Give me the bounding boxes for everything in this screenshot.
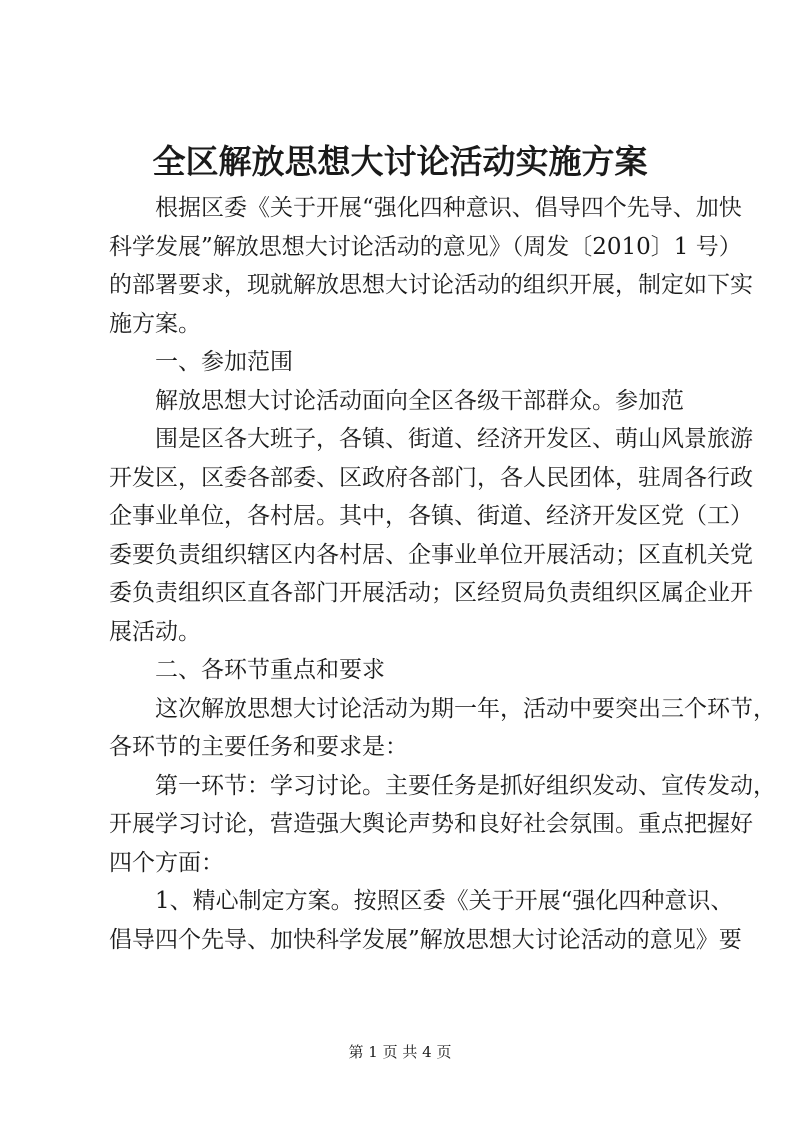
document-body (109, 189, 776, 959)
text-line: 1、精心制定方案。按照区委《关于开展“强化四种意识、 (155, 888, 734, 914)
text-line: 各环节的主要任务和要求是： (109, 734, 408, 760)
section-heading: 二、各环节重点和要求 (155, 657, 385, 683)
text-line: 企事业单位，各村居。其中，各镇、街道、经济开发区党（工） (109, 503, 753, 529)
document-title: 全区解放思想大讨论活动实施方案 (152, 142, 648, 181)
text-line: 展活动。 (109, 618, 201, 645)
text-line: 开发区，区委各部委、区政府各部门，各人民团体，驻周各行政 (109, 464, 753, 491)
text-line: 这次解放思想大讨论活动为期一年，活动中要突出三个环节， (155, 695, 776, 722)
section-heading: 一、参加范围 (155, 349, 293, 375)
text-line: 委负责组织区直各部门开展活动；区经贸局负责组织区属企业开 (109, 580, 753, 606)
page-number: 第 1 页 共 4 页 (348, 1043, 452, 1061)
text-line: 解放思想大讨论活动面向全区各级干部群众。参加范 (155, 387, 684, 414)
text-line: 四个方面： (109, 849, 224, 876)
text-line: 开展学习讨论，营造强大舆论声势和良好社会氛围。重点把握好 (109, 811, 753, 837)
text-line: 围是区各大班子，各镇、街道、经济开发区、萌山风景旅游 (155, 426, 753, 452)
text-line: 第一环节：学习讨论。主要任务是抓好组织发动、宣传发动， (155, 772, 776, 799)
text-line: 施方案。 (109, 310, 201, 337)
text-line: 根据区委《关于开展“强化四种意识、倡导四个先导、加快 (155, 195, 742, 221)
text-line: 委要负责组织辖区内各村居、企事业单位开展活动；区直机关党 (109, 541, 753, 568)
text-line: 科学发展”解放思想大讨论活动的意见》（周发〔2010〕1 号） (109, 233, 742, 260)
text-line: 的部署要求，现就解放思想大讨论活动的组织开展，制定如下实 (109, 272, 753, 298)
text-line: 倡导四个先导、加快科学发展”解放思想大讨论活动的意见》要 (109, 926, 742, 953)
